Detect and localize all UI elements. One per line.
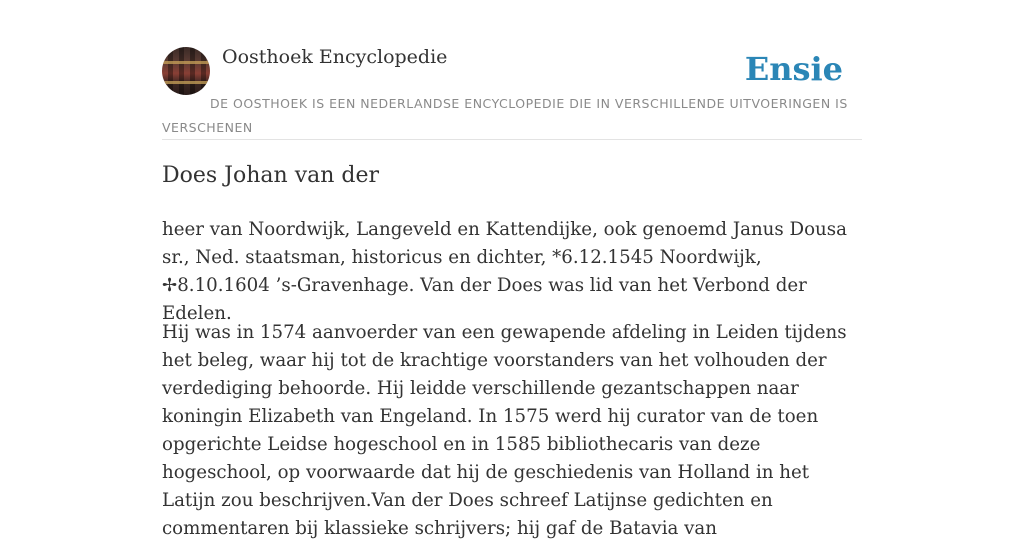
- site-header: [162, 0, 862, 140]
- ensie-logo[interactable]: Ensie: [744, 50, 843, 88]
- page-container: [162, 0, 862, 539]
- site-title[interactable]: Oosthoek Encyclopedie: [222, 46, 448, 68]
- encyclopedia-books-avatar[interactable]: [162, 47, 210, 95]
- article-paragraph-1: heer van Noordwijk, Langeveld en Kattendijke, ook genoemd Janus Dousa sr., Ned. staatsman, historicus en dichter, *6.12.1545 Noordwijk, ✢8.10.1604 ’s-Gravenhage. Van der Does was lid van het Verbond der Edelen.: [162, 219, 847, 324]
- article-title: Does Johan van der: [162, 163, 380, 188]
- article-paragraph-2: Hij was in 1574 aanvoerder van een gewapende afdeling in Leiden tijdens het beleg, waar hij tot de krachtige voorstanders van het volhouden der verdediging behoorde. Hij leidde verschillende gezantschappen naar koningin Elizabeth van Engeland. In 1575 werd hij curator van de toen opgerichte Leidse hogeschool en in 1585 bibliothecaris van deze hogeschool, op voorwaarde dat hij de geschiedenis van Holland in het Latijn zou beschrijven.Van der Does schreef Latijnse gedichten en commentaren bij klassieke schrijvers; hij gaf de Batavia van: [162, 322, 847, 539]
- site-tagline: DE OOSTHOEK IS EEN NEDERLANDSE ENCYCLOPEDIE DIE IN VERSCHILLENDE UITVOERINGEN IS VERSCHENEN: [162, 96, 848, 135]
